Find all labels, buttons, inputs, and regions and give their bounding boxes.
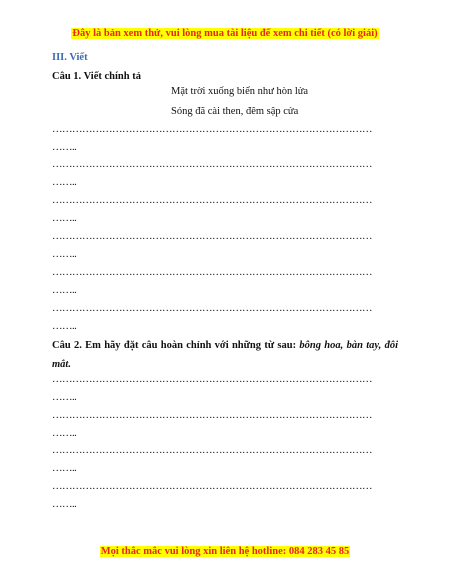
writing-line: …………………………………………………………………………………… bbox=[52, 195, 372, 206]
writing-line: …………………………………………………………………………………… bbox=[52, 445, 372, 456]
writing-line: …………………………………………………………………………………… bbox=[52, 374, 372, 385]
writing-line-tail: …….. bbox=[52, 463, 77, 474]
question-2-title bbox=[52, 336, 398, 374]
writing-line: …………………………………………………………………………………… bbox=[52, 303, 372, 314]
section-title: III. Viết bbox=[52, 52, 88, 63]
writing-line: …………………………………………………………………………………… bbox=[52, 159, 372, 170]
writing-line-tail: …….. bbox=[52, 213, 77, 224]
hotline-banner bbox=[0, 545, 450, 558]
question-1-title: Câu 1. Viết chính tả bbox=[52, 71, 141, 82]
writing-line: …………………………………………………………………………………… bbox=[52, 267, 372, 278]
writing-line: …………………………………………………………………………………… bbox=[52, 410, 372, 421]
writing-line-tail: …….. bbox=[52, 249, 77, 260]
writing-line: …………………………………………………………………………………… bbox=[52, 481, 372, 492]
question-2-prefix: Câu 2. Em hãy đặt câu hoàn chỉnh với những từ sau: bbox=[52, 340, 300, 351]
hotline-text: Mọi thắc mắc vui lòng xin liên hệ hotline: 084 283 45 85 bbox=[100, 546, 350, 557]
poem-line-2: Sóng đã cài then, đêm sập cửa bbox=[171, 106, 299, 117]
poem-line-1: Mặt trời xuống biển như hòn lửa bbox=[171, 86, 309, 97]
preview-notice-banner bbox=[0, 27, 450, 40]
writing-line: …………………………………………………………………………………… bbox=[52, 231, 372, 242]
writing-line-tail: …….. bbox=[52, 142, 77, 153]
writing-line-tail: …….. bbox=[52, 499, 77, 510]
writing-line-tail: …….. bbox=[52, 285, 77, 296]
writing-line: …………………………………………………………………………………… bbox=[52, 124, 372, 135]
question-2-words: bông hoa, bàn tay, đôi mắt. bbox=[52, 340, 398, 370]
writing-line-tail: …….. bbox=[52, 392, 77, 403]
preview-notice-text: Đây là bản xem thử, vui lòng mua tài liệu để xem chi tiết (có lời giải) bbox=[72, 28, 378, 39]
writing-line-tail: …….. bbox=[52, 177, 77, 188]
writing-line-tail: …….. bbox=[52, 321, 77, 332]
writing-line-tail: …….. bbox=[52, 428, 77, 439]
